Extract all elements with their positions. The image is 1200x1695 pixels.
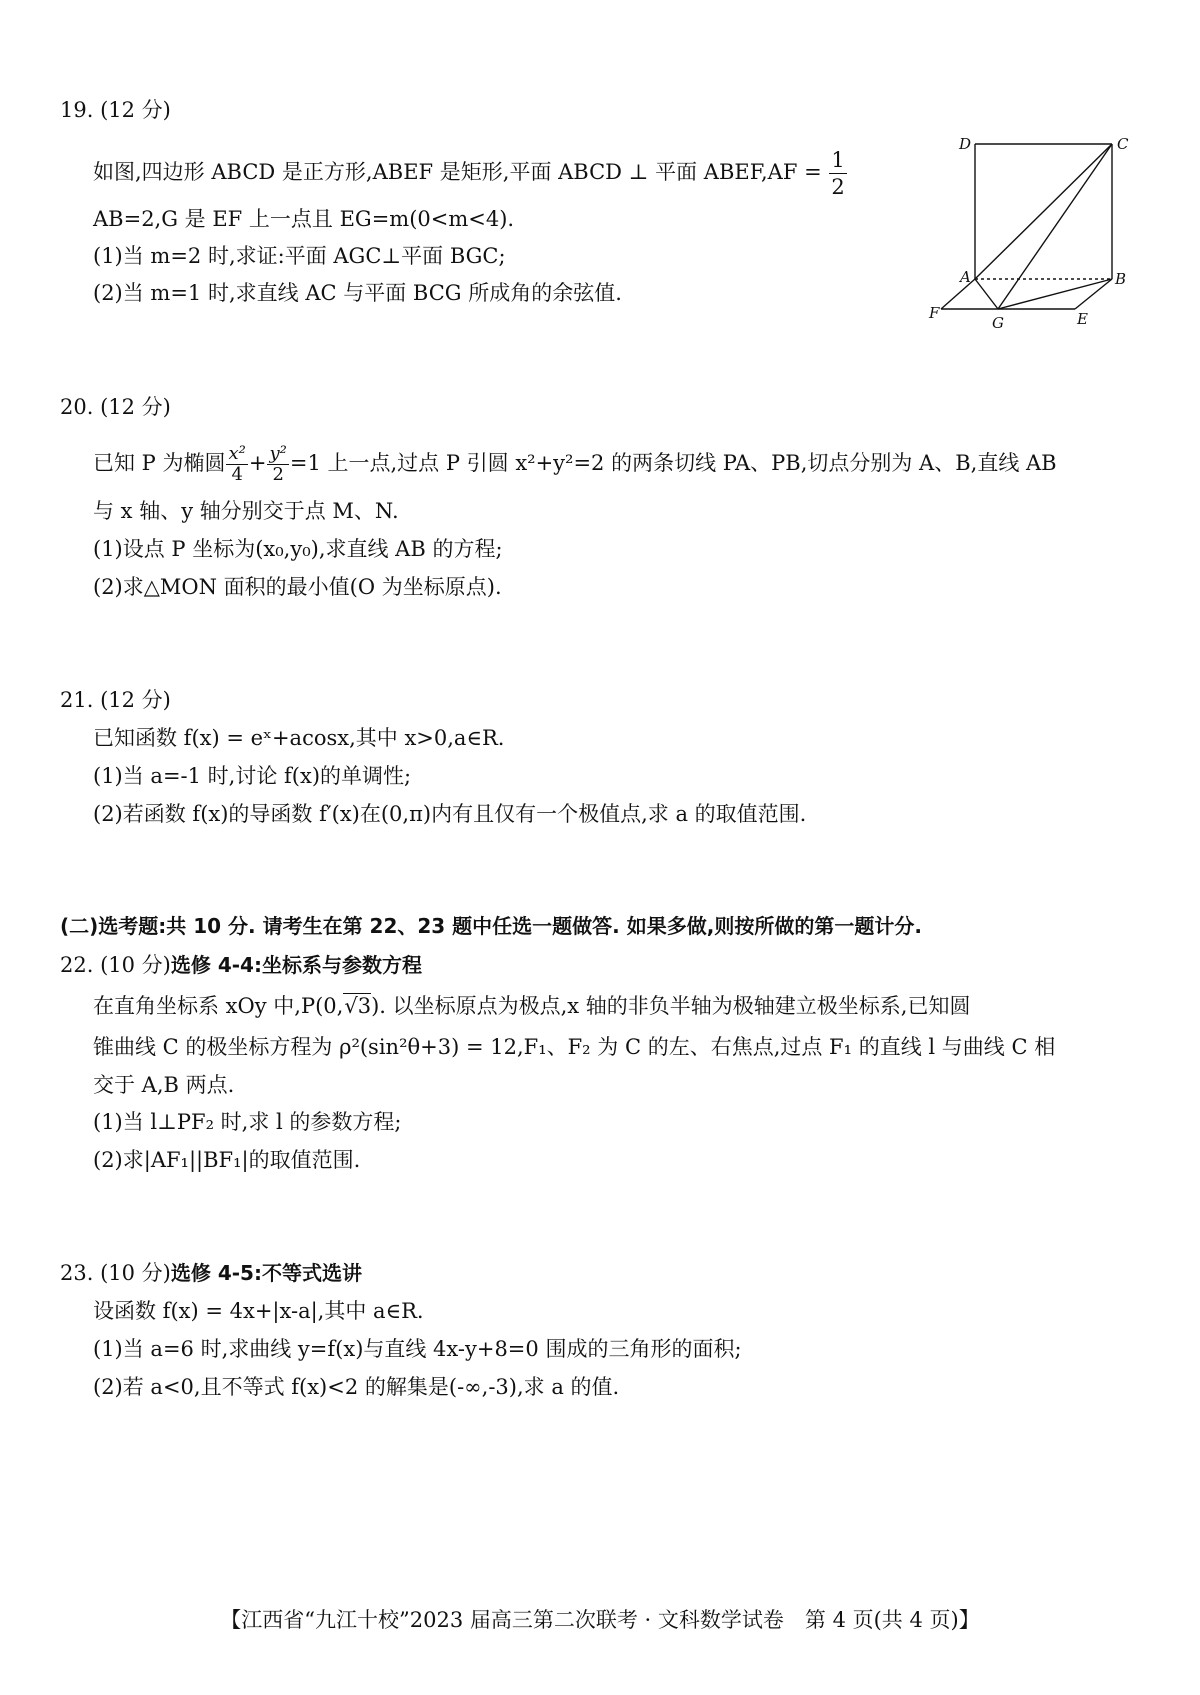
q21-header: 21. (12 分) — [60, 688, 171, 712]
q22-title: 选修 4-4:坐标系与参数方程 — [170, 953, 422, 977]
q19-frac-den: 2 — [831, 175, 845, 199]
q20-t1: 已知 P 为椭圆 — [93, 451, 226, 475]
q22-statement-line1 — [93, 991, 970, 1021]
q23-statement: 设函数 f(x) = 4x+|x-a|,其中 a∈R. — [93, 1299, 424, 1323]
q20-fraction-x — [226, 444, 247, 485]
q22-part2: (2)求|AF₁||BF₁|的取值范围. — [93, 1148, 361, 1172]
q19-part1: (1)当 m=2 时,求证:平面 AGC⊥平面 BGC; — [93, 244, 506, 268]
q22-sqrt: √3 — [344, 994, 372, 1018]
q20-t2: =1 上一点,过点 P 引圆 x²+y²=2 的两条切线 PA、PB,切点分别为 A、B,直线 AB — [289, 451, 1057, 475]
q22-line1b: ). 以坐标原点为极点,x 轴的非负半轴为极轴建立极坐标系,已知圆 — [371, 994, 971, 1018]
section-optional-heading: (二)选考题:共 10 分. 请考生在第 22、23 题中任选一题做答. 如果多做,则按所做的第一题计分. — [60, 914, 922, 938]
edge-ac — [975, 144, 1112, 279]
label-b: B — [1115, 270, 1127, 288]
q23-title: 选修 4-5:不等式选讲 — [170, 1261, 362, 1285]
q19-statement-line2: AB=2,G 是 EF 上一点且 EG=m(0<m<4). — [93, 207, 515, 231]
q20-plus: + — [248, 451, 267, 475]
q19-frac-num: 1 — [831, 148, 845, 172]
q19-fraction — [829, 147, 846, 200]
q23-part2: (2)若 a<0,且不等式 f(x)<2 的解集是(-∞,-3),求 a 的值. — [93, 1375, 620, 1399]
label-f: F — [929, 304, 940, 322]
q20-part1: (1)设点 P 坐标为(x₀,y₀),求直线 AB 的方程; — [93, 537, 503, 561]
label-c: C — [1117, 138, 1129, 153]
q23-num: 23. (10 分) — [60, 1261, 171, 1285]
label-d: D — [959, 138, 972, 153]
q19-part2: (2)当 m=1 时,求直线 AC 与平面 BCG 所成角的余弦值. — [93, 281, 622, 305]
q22-line1a: 在直角坐标系 xOy 中,P(0, — [93, 994, 344, 1018]
q21-part2: (2)若函数 f(x)的导函数 f′(x)在(0,π)内有且仅有一个极值点,求 a 的取值范围. — [93, 802, 807, 826]
q20-f1-num: x² — [228, 443, 246, 464]
q20-f2-num: y² — [269, 443, 287, 464]
edge-ag — [975, 279, 998, 309]
q23-header — [60, 1258, 362, 1288]
label-e: E — [1077, 310, 1088, 328]
q21-part1: (1)当 a=-1 时,讨论 f(x)的单调性; — [93, 764, 412, 788]
page-footer: 【江西省“九江十校”2023 届高三第二次联考 · 文科数学试卷 第 4 页(共 4 页)】 — [220, 1608, 980, 1632]
edge-cg — [998, 144, 1112, 309]
q22-statement-line3: 交于 A,B 两点. — [93, 1073, 235, 1097]
q22-part1: (1)当 l⊥PF₂ 时,求 l 的参数方程; — [93, 1110, 402, 1134]
q20-statement-line2: 与 x 轴、y 轴分别交于点 M、N. — [93, 499, 399, 523]
q22-num: 22. (10 分) — [60, 953, 171, 977]
q19-header: 19. (12 分) — [60, 98, 171, 122]
q20-part2: (2)求△MON 面积的最小值(O 为坐标原点). — [93, 575, 502, 599]
q22-statement-line2: 锥曲线 C 的极坐标方程为 ρ²(sin²θ+3) = 12,F₁、F₂ 为 C 的左、右焦点,过点 F₁ 的直线 l 与曲线 C 相 — [93, 1035, 1056, 1059]
q19-geometry-figure — [920, 138, 1135, 348]
q21-statement: 已知函数 f(x) = eˣ+acosx,其中 x>0,a∈R. — [93, 726, 505, 750]
q22-header — [60, 950, 422, 980]
q19-statement-line1 — [93, 147, 848, 200]
q23-part1: (1)当 a=6 时,求曲线 y=f(x)与直线 4x-y+8=0 围成的三角形的面积; — [93, 1337, 742, 1361]
q20-fraction-y — [267, 444, 288, 485]
q20-header: 20. (12 分) — [60, 395, 171, 419]
q20-statement-line1 — [93, 444, 1057, 485]
q19-text-a: 如图,四边形 ABCD 是正方形,ABEF 是矩形,平面 ABCD ⊥ 平面 ABEF,AF = — [93, 160, 829, 184]
q20-f2-den: 2 — [272, 464, 284, 485]
q20-f1-den: 4 — [231, 464, 243, 485]
label-g: G — [992, 314, 1004, 332]
label-a: A — [960, 268, 971, 286]
